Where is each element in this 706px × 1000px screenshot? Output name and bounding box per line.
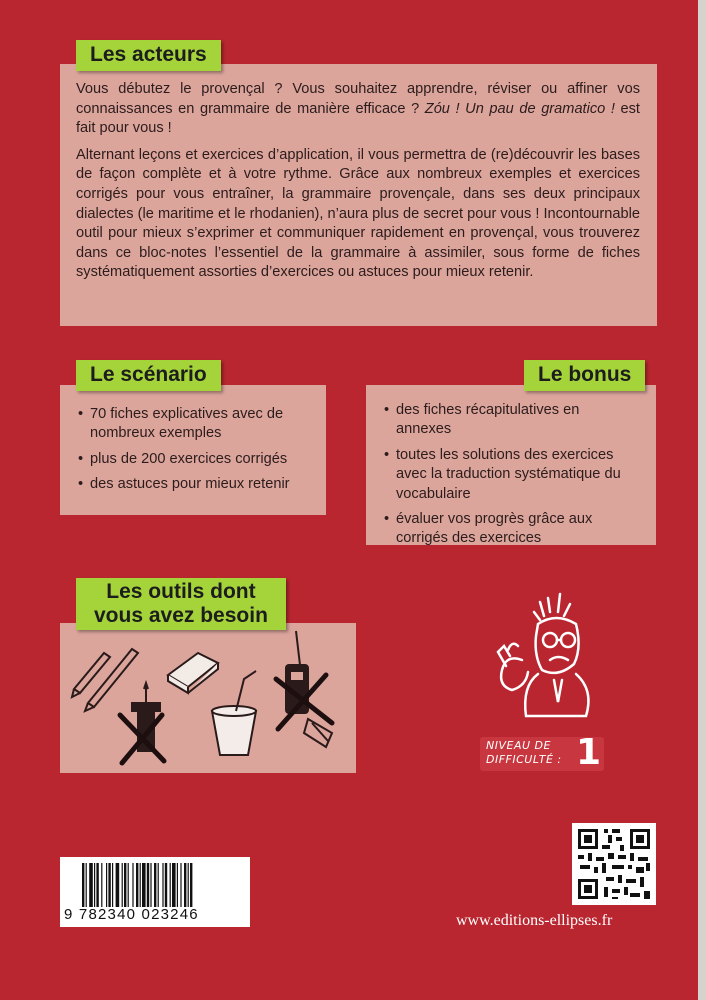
barcode-bar bbox=[190, 863, 192, 907]
barcode-bar bbox=[140, 863, 141, 907]
outils-heading: Les outils dont vous avez besoin bbox=[76, 578, 286, 630]
barcode-bar bbox=[177, 863, 178, 907]
eraser-icon bbox=[168, 653, 218, 693]
barcode-bar bbox=[165, 863, 167, 907]
barcode-bars bbox=[82, 863, 242, 907]
barcode-bar bbox=[108, 863, 110, 907]
bonus-item: • toutes les solutions des exercices avec la traduction systématique du vocabulaire bbox=[384, 446, 636, 504]
barcode-bar bbox=[86, 863, 87, 907]
barcode-bar bbox=[136, 863, 138, 907]
barcode-bar bbox=[158, 863, 159, 907]
barcode-bar bbox=[184, 863, 186, 907]
brush-icon bbox=[304, 719, 332, 747]
difficulty-badge bbox=[480, 732, 604, 773]
barcode-bar bbox=[172, 863, 176, 907]
barcode-bar bbox=[154, 863, 156, 907]
difficulty-label: NIVEAU DE DIFFICULTÉ : bbox=[486, 739, 562, 766]
difficulty-level: 1 bbox=[576, 732, 602, 773]
acteurs-paragraph-1: Vous débutez le provençal ? Vous souhaitez apprendre, réviser ou affiner vos connaissances en grammaire de manière efficace ? Zóu ! Un pau de gramatico ! est fait pour vous ! bbox=[76, 81, 640, 137]
scenario-panel bbox=[60, 385, 326, 515]
publisher-website[interactable]: www.editions-ellipses.fr bbox=[456, 912, 613, 929]
pencils-icon bbox=[72, 649, 138, 711]
barcode-bar bbox=[188, 863, 189, 907]
bonus-heading: Le bonus bbox=[524, 360, 645, 391]
drink-cup-icon bbox=[212, 671, 256, 755]
scenario-heading: Le scénario bbox=[76, 360, 221, 391]
bonus-item: • des fiches récapitulatives en annexes bbox=[384, 401, 636, 440]
acteurs-paragraph-2: Alternant leçons et exercices d’application, il vous permettra de (re)découvrir les bases de façon complète et à votre rythme. Grâce aux nombreux exemples et exercices corrigés pour vous entraîner, la grammaire provençale, dans ses deux principaux dialectes (le maritime et le rhodanien), n’aura plus de secret pour vous ! Incontournable outil pour mieux s’exprimer et communiquer rapidement en provençal, vous trouverez dans ce bloc-notes l’essentiel de la grammaire à assimiler, sous forme de fiches systématiquement assorties d’exercices ou astuces pour mieux retenir. bbox=[76, 146, 640, 281]
outils-panel bbox=[60, 623, 356, 773]
barcode-bar bbox=[89, 863, 93, 907]
cartoon-character bbox=[478, 590, 618, 740]
barcode-bar bbox=[106, 863, 107, 907]
bonus-panel bbox=[366, 385, 656, 545]
qr-code bbox=[572, 823, 656, 905]
barcode-bar bbox=[150, 863, 151, 907]
barcode-bar bbox=[162, 863, 163, 907]
barcode-bar bbox=[101, 863, 102, 907]
barcode-bar bbox=[132, 863, 133, 907]
barcode-bar bbox=[128, 863, 129, 907]
barcode-number: 9 782340 023246 bbox=[64, 906, 199, 923]
barcode-bar bbox=[82, 863, 84, 907]
acteurs-panel bbox=[60, 64, 657, 326]
barcode-bar bbox=[124, 863, 126, 907]
book-title: Zóu ! Un pau de gramatico ! bbox=[424, 100, 615, 117]
tools-illustration bbox=[60, 623, 356, 773]
barcode-bar bbox=[147, 863, 149, 907]
barcode-bar bbox=[94, 863, 95, 907]
barcode-bar bbox=[170, 863, 171, 907]
scenario-item: • plus de 200 exercices corrigés bbox=[78, 450, 318, 469]
barcode bbox=[60, 857, 250, 927]
barcode-bar bbox=[112, 863, 113, 907]
barcode-bar bbox=[142, 863, 146, 907]
barcode-bar bbox=[180, 863, 181, 907]
scenario-item: • des astuces pour mieux retenir bbox=[78, 475, 318, 494]
scenario-item: • 70 fiches explicatives avec de nombreux exemples bbox=[78, 405, 318, 444]
acteurs-heading: Les acteurs bbox=[76, 40, 221, 71]
barcode-bar bbox=[96, 863, 98, 907]
barcode-bar bbox=[122, 863, 123, 907]
bonus-item: • évaluer vos progrès grâce aux corrigés des exercices bbox=[384, 510, 636, 549]
barcode-bar bbox=[116, 863, 120, 907]
